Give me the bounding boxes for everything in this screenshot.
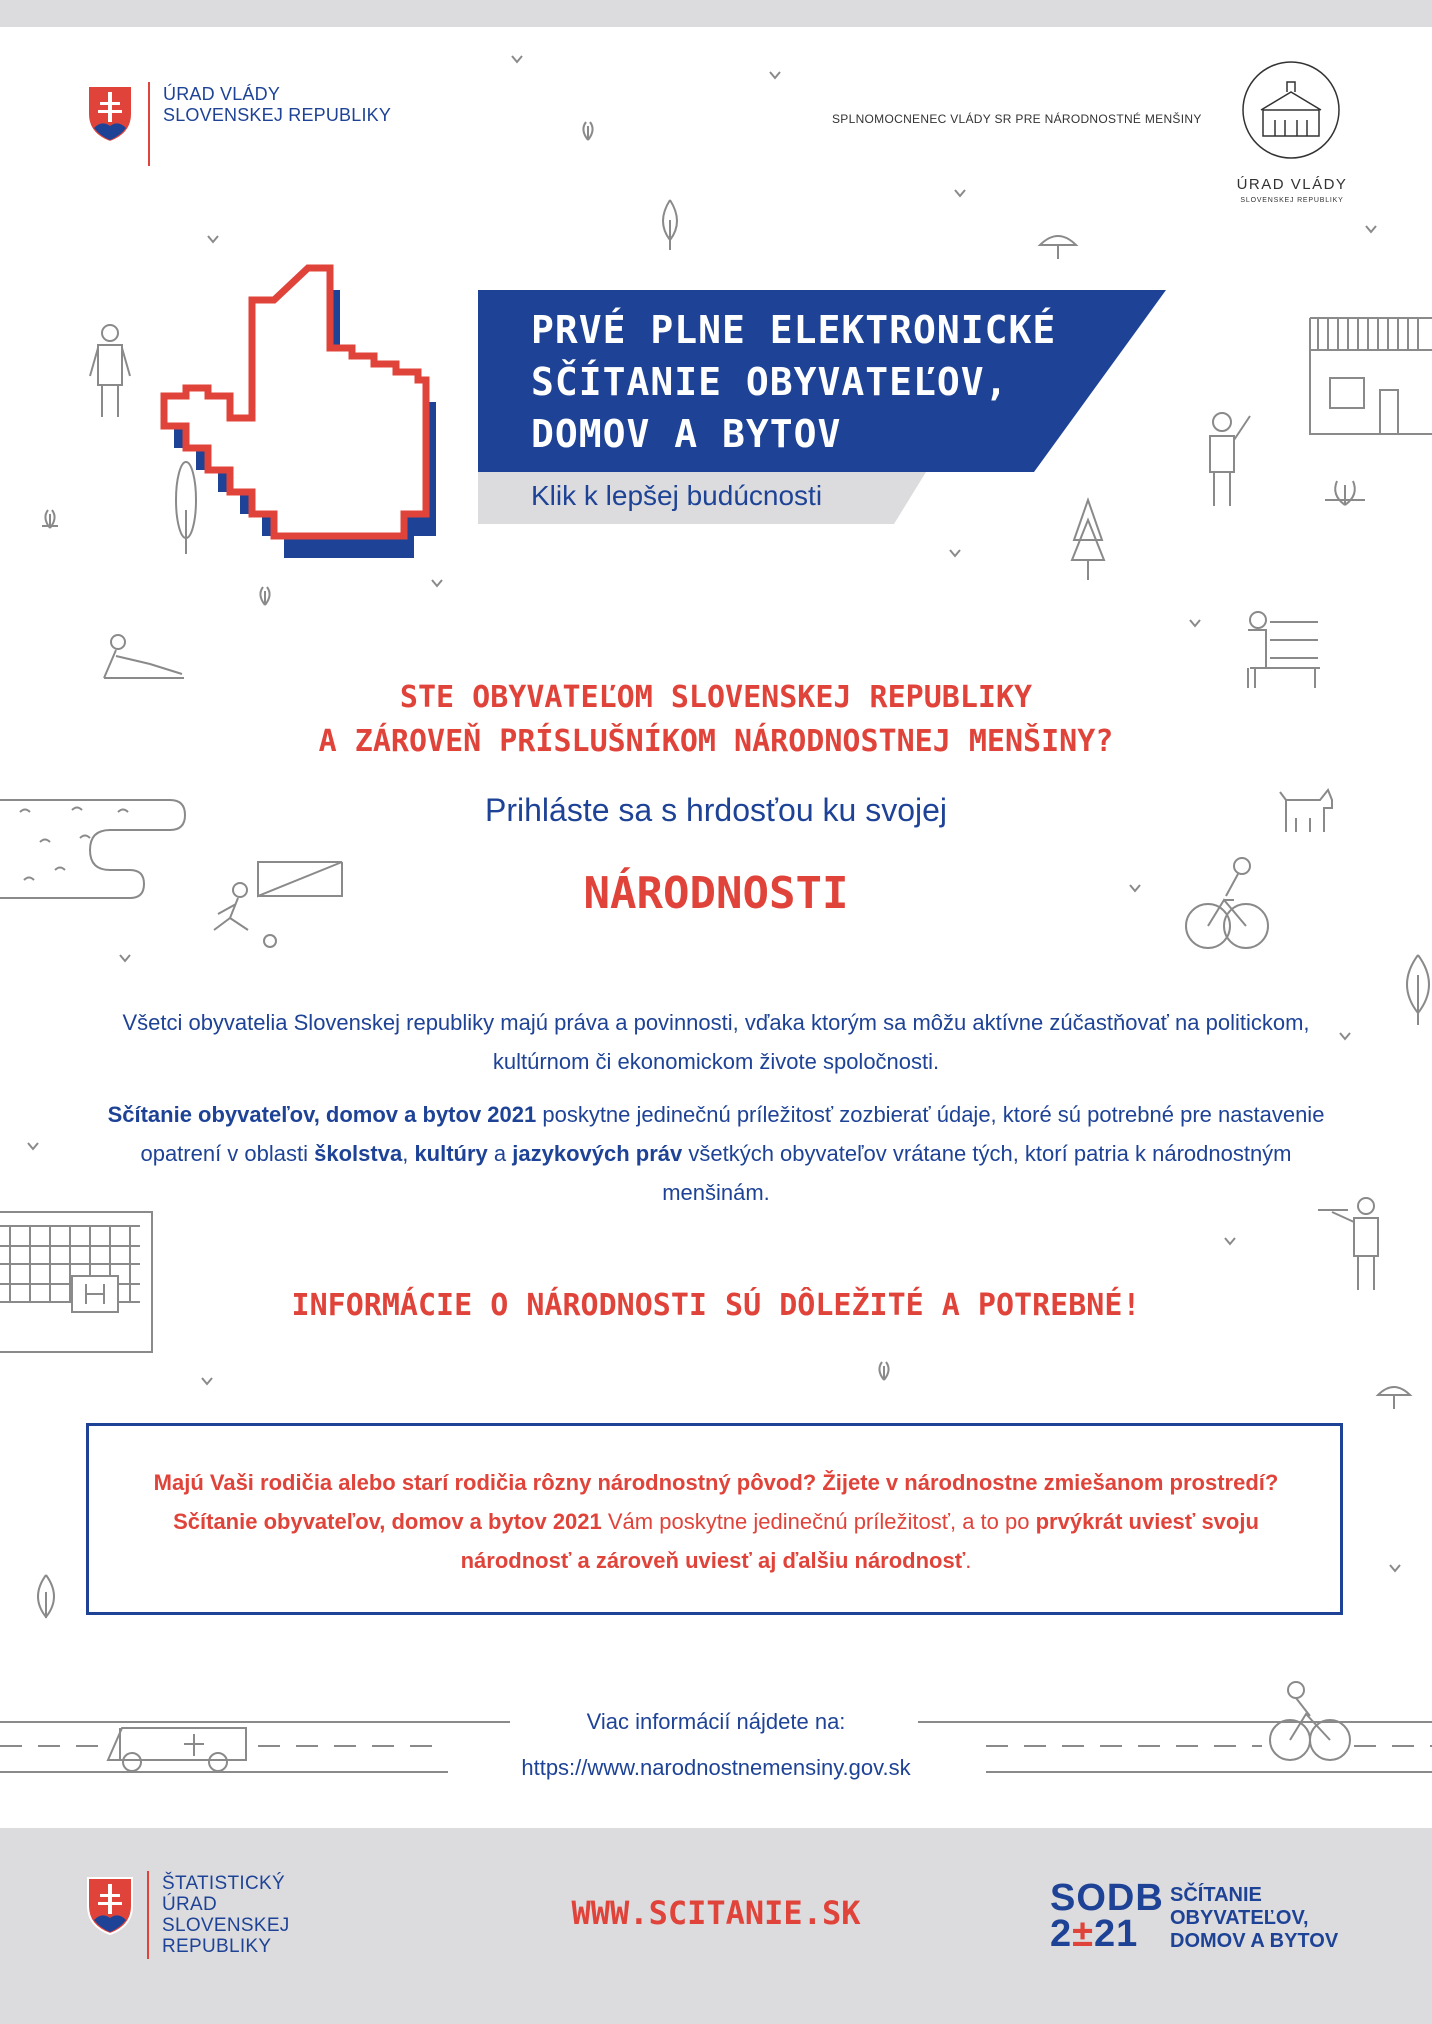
seal-caption: ÚRAD VLÁDY SLOVENSKEJ REPUBLIKY (1236, 176, 1348, 204)
prompt-text: Prihláste sa s hrdosťou ku svojej (485, 792, 947, 828)
intro-paragraph: Všetci obyvatelia Slovenskej republiky majú práva a povinnosti, vďaka ktorým sa môžu aktívne zúčastňovať na politickom, kultúrnom či ekonomickom živote spoločnosti. (122, 1010, 1310, 1074)
census-banner (0, 0, 1432, 560)
person-icon (104, 635, 184, 678)
tree-icon (1407, 955, 1429, 1025)
plant-icon (879, 1362, 888, 1380)
nationality-heading: NÁRODNOSTI (583, 868, 849, 919)
more-info-label: Viac informácií nájdete na: (586, 1709, 846, 1734)
umbrella-icon (1378, 1387, 1410, 1409)
sodb-logo: SODB 2±21 (1050, 1877, 1164, 1955)
notice-text: Majú Vaši rodičia alebo starí rodičia rôzny národnostný pôvod? Žijete v národnostne zmiešanom prostredí? Sčítanie obyvateľov, domov a bytov 2021 Vám poskytne jedinečnú príležitosť, a to po prvýkrát uviesť svoju národnosť a zároveň uviesť aj ďalšiu národnosť. (153, 1470, 1279, 1573)
census-name: SČÍTANIE OBYVATEĽOV, DOMOV A BYTOV (1170, 1884, 1339, 1952)
pixel-hand-cursor-icon (164, 268, 436, 558)
census-paragraph: Sčítanie obyvateľov, domov a bytov 2021 poskytne jedinečnú príležitosť zozbierať údaje, ktoré sú potrebné pre nastavenie opatrení v oblasti školstva, kultúry a jazykových práv všetkých obyvateľov vrátane tých, ktorí patria k národnostným menšinám. (107, 1102, 1325, 1205)
info-headline: INFORMÁCIE O NÁRODNOSTI SÚ DÔLEŽITÉ A POTREBNÉ! (291, 1288, 1141, 1323)
tree-icon (38, 1575, 54, 1618)
plant-icon (260, 587, 269, 605)
question-headline: STE OBYVATEĽOM SLOVENSKEJ REPUBLIKY A ZÁROVEŇ PRÍSLUŠNÍKOM NÁRODNOSTNEJ MENŠINY? (318, 680, 1114, 759)
stat-office-name: ŠTATISTICKÝ ÚRAD SLOVENSKEJ REPUBLIKY (162, 1873, 290, 1957)
website-link[interactable]: WWW.SCITANIE.SK (571, 1894, 861, 1932)
plenipotentiary-label: SPLNOMOCNENEC VLÁDY SR PRE NÁRODNOSTNÉ MENŠINY (832, 112, 1202, 126)
gov-office-name: ÚRAD VLÁDY SLOVENSKEJ REPUBLIKY (163, 84, 392, 125)
hospital-icon (0, 1212, 152, 1352)
banner-subtitle: Klik k lepšej budúcnosti (531, 480, 823, 511)
banner-title: PRVÉ PLNE ELEKTRONICKÉ SČÍTANIE OBYVATEĽOV, DOMOV A BYTOV (531, 308, 1057, 456)
more-info-link[interactable]: https://www.narodnostnemensiny.gov.sk (521, 1755, 911, 1780)
